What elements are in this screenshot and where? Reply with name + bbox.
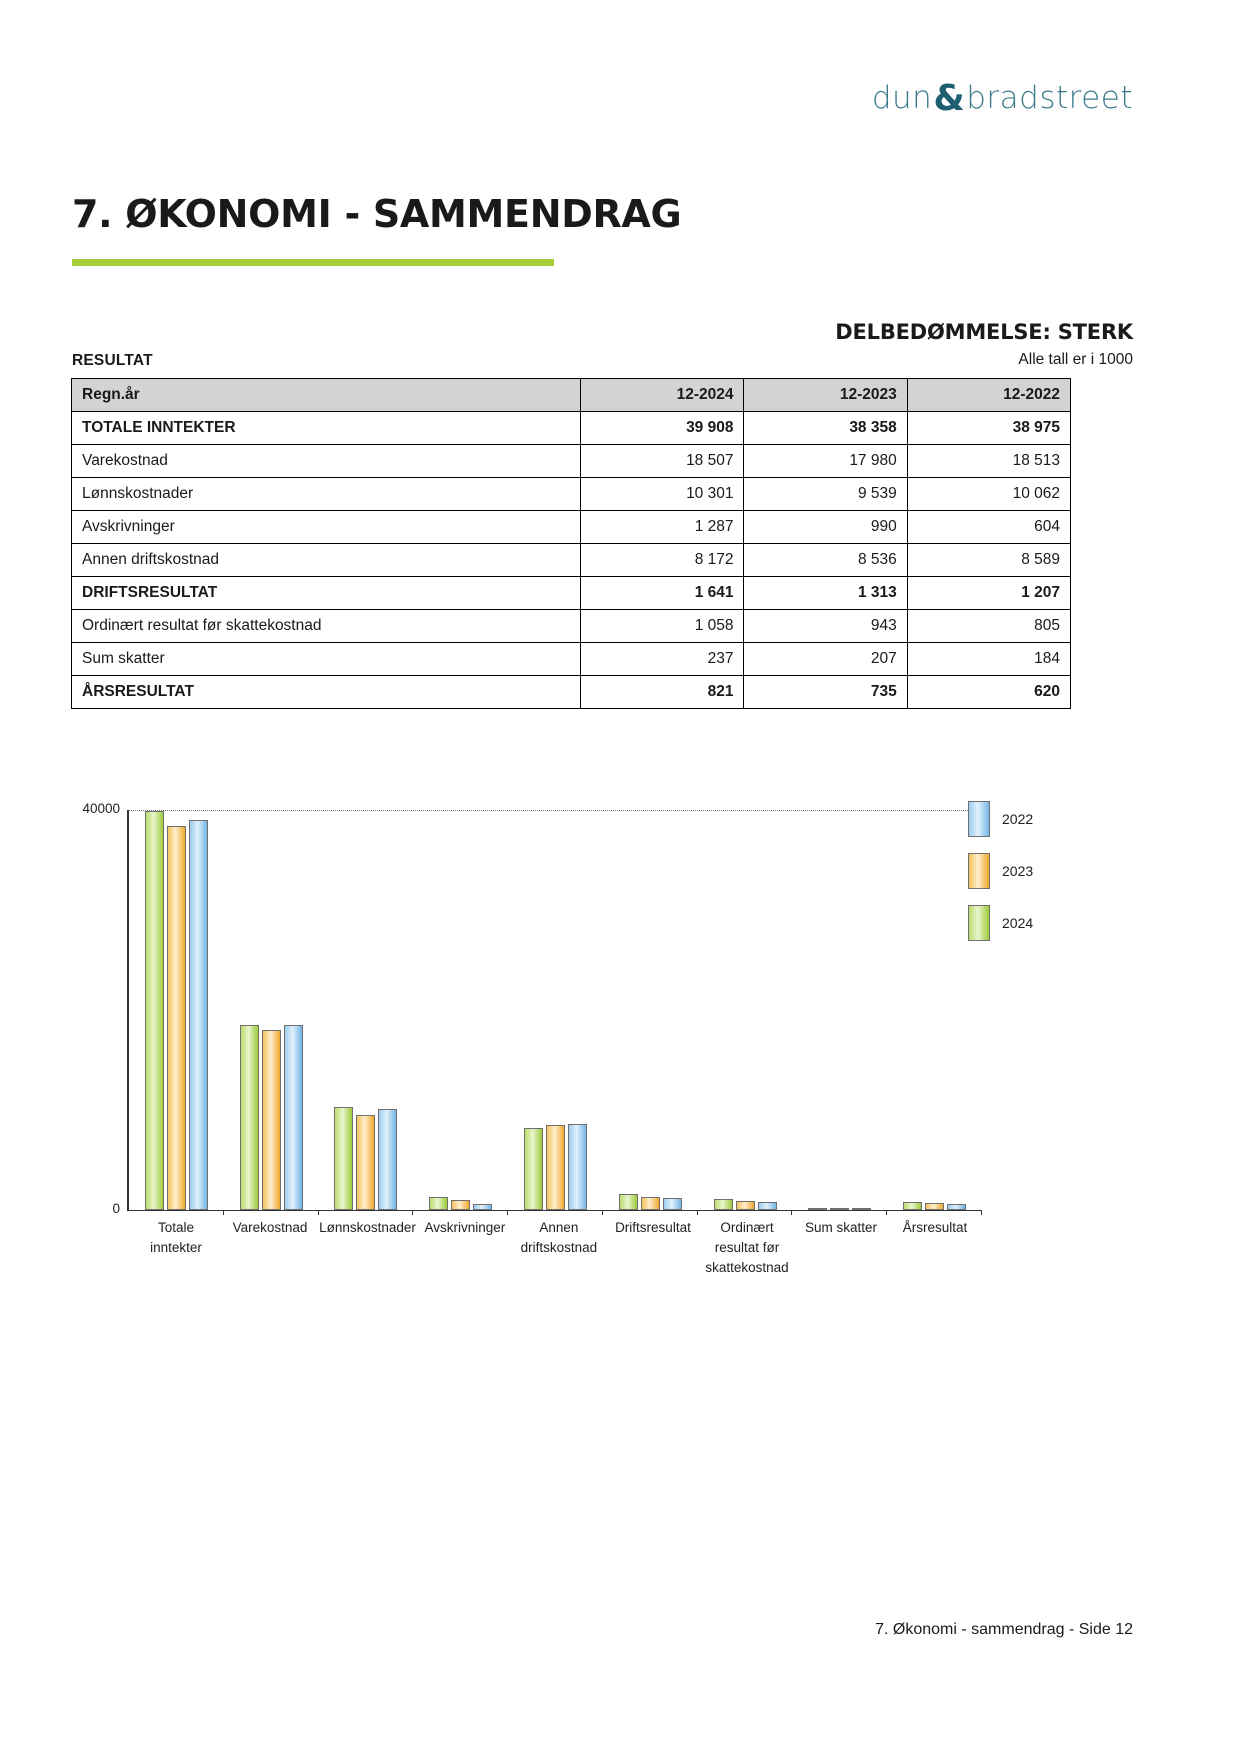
bar-2023 <box>167 826 186 1210</box>
table-row <box>72 478 1071 511</box>
bar-2022 <box>378 1109 397 1210</box>
financial-table-wrapper <box>71 378 1071 709</box>
bar-2024 <box>145 811 164 1210</box>
row-value-2022: 620 <box>907 676 1070 709</box>
bar-2022 <box>663 1198 682 1210</box>
bar-group <box>319 810 414 1210</box>
row-value-2023: 943 <box>744 610 907 643</box>
x-axis-label: Ordinært resultat før skattekostnad <box>705 1220 789 1275</box>
row-value-2024: 1 287 <box>581 511 744 544</box>
column-header-2023: 12-2023 <box>744 379 907 412</box>
row-value-2023: 990 <box>744 511 907 544</box>
bar-2024 <box>524 1128 543 1210</box>
row-label: Varekostnad <box>72 445 581 478</box>
x-axis-label: Årsresultat <box>902 1220 968 1235</box>
table-row <box>72 676 1071 709</box>
bar-2022 <box>758 1202 777 1210</box>
row-value-2023: 207 <box>744 643 907 676</box>
row-label: Lønnskostnader <box>72 478 581 511</box>
dun-bradstreet-logo <box>872 78 1133 119</box>
column-header-2022: 12-2022 <box>907 379 1070 412</box>
bar-2024 <box>808 1208 827 1210</box>
bar-group <box>224 810 319 1210</box>
bar-group <box>698 810 793 1210</box>
row-value-2023: 735 <box>744 676 907 709</box>
page-footer: 7. Økonomi - sammendrag - Side 12 <box>875 1621 1133 1638</box>
x-axis-label: Annen driftskostnad <box>520 1220 598 1255</box>
chart-legend <box>968 800 1088 956</box>
row-value-2024: 18 507 <box>581 445 744 478</box>
row-value-2024: 237 <box>581 643 744 676</box>
bar-2023 <box>830 1208 849 1210</box>
legend-swatch-icon <box>968 905 990 941</box>
row-value-2022: 805 <box>907 610 1070 643</box>
x-axis-label: Avskrivninger <box>424 1220 506 1235</box>
table-row <box>72 412 1071 445</box>
row-value-2024: 821 <box>581 676 744 709</box>
bar-2024 <box>429 1197 448 1210</box>
row-value-2022: 184 <box>907 643 1070 676</box>
x-axis-label: Sum skatter <box>805 1220 878 1235</box>
legend-item-2022 <box>968 800 1088 838</box>
table-row <box>72 511 1071 544</box>
bar-group <box>508 810 603 1210</box>
row-label: TOTALE INNTEKTER <box>72 412 581 445</box>
bar-2024 <box>903 1202 922 1210</box>
row-value-2023: 38 358 <box>744 412 907 445</box>
legend-swatch-icon <box>968 853 990 889</box>
row-value-2023: 8 536 <box>744 544 907 577</box>
table-row <box>72 643 1071 676</box>
bar-groups <box>129 810 982 1210</box>
row-value-2024: 10 301 <box>581 478 744 511</box>
row-value-2022: 38 975 <box>907 412 1070 445</box>
y-axis-tick-max: 40000 <box>82 801 120 816</box>
table-row <box>72 445 1071 478</box>
page-title: 7. ØKONOMI - SAMMENDRAG <box>72 192 682 236</box>
legend-item-2023 <box>968 852 1088 890</box>
bar-group <box>792 810 887 1210</box>
bar-2022 <box>852 1208 871 1210</box>
logo-text-right: bradstreet <box>966 80 1133 116</box>
row-label: ÅRSRESULTAT <box>72 676 581 709</box>
legend-label: 2023 <box>1002 863 1034 879</box>
row-label: Annen driftskostnad <box>72 544 581 577</box>
row-value-2024: 39 908 <box>581 412 744 445</box>
x-axis-label: Varekostnad <box>232 1220 308 1235</box>
bar-2022 <box>473 1204 492 1210</box>
financial-table <box>71 378 1071 709</box>
column-header-2024: 12-2024 <box>581 379 744 412</box>
row-value-2022: 1 207 <box>907 577 1070 610</box>
legend-item-2024 <box>968 904 1088 942</box>
row-value-2024: 8 172 <box>581 544 744 577</box>
bar-2024 <box>714 1199 733 1210</box>
bar-2023 <box>356 1115 375 1210</box>
row-label: Avskrivninger <box>72 511 581 544</box>
x-axis-label: Driftsresultat <box>615 1220 691 1235</box>
x-axis-line <box>127 1210 982 1211</box>
financial-bar-chart <box>72 790 1072 1275</box>
row-value-2024: 1 641 <box>581 577 744 610</box>
table-section-label: RESULTAT <box>72 352 153 369</box>
bar-2024 <box>334 1107 353 1210</box>
bar-2022 <box>947 1204 966 1210</box>
row-value-2022: 8 589 <box>907 544 1070 577</box>
units-note: Alle tall er i 1000 <box>1018 351 1133 368</box>
subrating-badge: DELBEDØMMELSE: STERK <box>835 320 1133 344</box>
row-value-2022: 18 513 <box>907 445 1070 478</box>
row-label: DRIFTSRESULTAT <box>72 577 581 610</box>
bar-group <box>603 810 698 1210</box>
column-header-regnar: Regn.år <box>72 379 581 412</box>
bar-group <box>129 810 224 1210</box>
logo-text-left: dun <box>871 80 933 116</box>
legend-swatch-icon <box>968 801 990 837</box>
bar-2023 <box>925 1203 944 1210</box>
bar-2023 <box>451 1200 470 1210</box>
title-underline-rule <box>72 259 554 266</box>
bar-2022 <box>568 1124 587 1210</box>
x-axis-label: Lønnskostnader <box>319 1220 416 1235</box>
row-value-2022: 10 062 <box>907 478 1070 511</box>
row-value-2023: 1 313 <box>744 577 907 610</box>
bar-2022 <box>284 1025 303 1210</box>
y-axis-tick-min: 0 <box>112 1201 120 1216</box>
row-label: Ordinært resultat før skattekostnad <box>72 610 581 643</box>
bar-group <box>413 810 508 1210</box>
logo-ampersand: & <box>933 78 966 119</box>
bar-2024 <box>240 1025 259 1210</box>
legend-label: 2022 <box>1002 811 1034 827</box>
row-value-2022: 604 <box>907 511 1070 544</box>
table-header-row <box>72 379 1071 412</box>
row-label: Sum skatter <box>72 643 581 676</box>
bar-2023 <box>736 1201 755 1210</box>
bar-2023 <box>546 1125 565 1210</box>
table-row <box>72 610 1071 643</box>
table-row <box>72 544 1071 577</box>
bar-2022 <box>189 820 208 1210</box>
legend-label: 2024 <box>1002 915 1034 931</box>
bar-2023 <box>641 1197 660 1210</box>
row-value-2023: 9 539 <box>744 478 907 511</box>
x-axis-labels <box>129 1218 982 1278</box>
bar-2024 <box>619 1194 638 1210</box>
bar-2023 <box>262 1030 281 1210</box>
row-value-2023: 17 980 <box>744 445 907 478</box>
table-row <box>72 577 1071 610</box>
x-axis-label: Totale inntekter <box>150 1220 202 1255</box>
row-value-2024: 1 058 <box>581 610 744 643</box>
